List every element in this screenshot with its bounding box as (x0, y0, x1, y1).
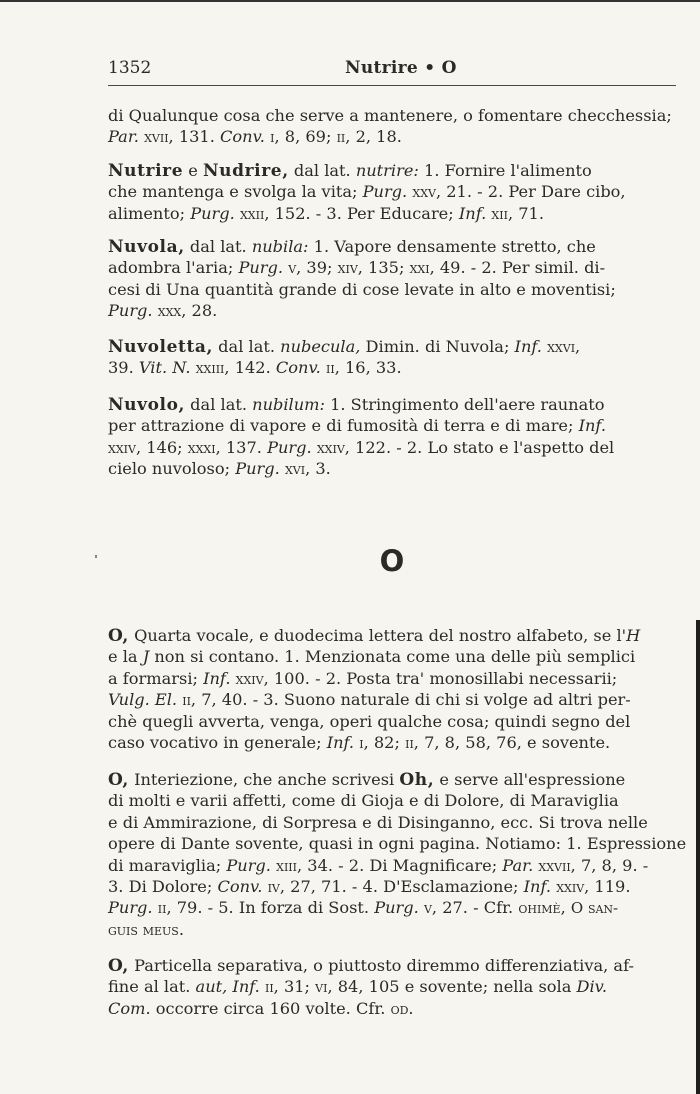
entry-line: per attrazione di vapore e di fumosità di terra e di mare; Inf. (108, 416, 606, 436)
page-edge-shadow (696, 620, 700, 1094)
entry-line: caso vocativo in generale; Inf. i, 82; ii, 7, 8, 58, 76, e sovente. (108, 732, 611, 752)
entry-line: e la J non si contano. 1. Menzionata come una delle più semplici (108, 647, 636, 667)
entry-line: alimento; Purg. xxii, 152. - 3. Per Educare; Inf. xii, 71. (108, 203, 544, 223)
entry-line: chè quegli avverta, venga, operi qualche cosa; quindi segno del (108, 711, 631, 731)
entry-line: 3. Di Dolore; Conv. iv, 27, 71. - 4. D'Esclamazione; Inf. xxiv, 119. (108, 876, 631, 896)
entry-line: fine al lat. aut, Inf. ii, 31; vi, 84, 105 e sovente; nella sola Div. (108, 977, 608, 997)
entry-line: O, Quarta vocale, e duodecima lettera del nostro alfabeto, se l'H (108, 626, 641, 646)
entry-line: O, Interiezione, che anche scrivesi Oh, e serve all'espressione (108, 770, 626, 790)
headword: O, (108, 956, 129, 976)
entry-line: e di Ammirazione, di Sorpresa e di Disinganno, ecc. Si trova nelle (108, 812, 648, 832)
entry-line: cielo nuvoloso; Purg. xvi, 3. (108, 459, 331, 479)
entry-line: Com. occorre circa 160 volte. Cfr. od. (108, 998, 414, 1018)
entry-line: guis meus. (108, 919, 184, 939)
entry-o-particle (108, 955, 676, 1019)
entry-line: di maraviglia; Purg. xiii, 34. - 2. Di Magnificare; Par. xxvii, 7, 8, 9. - (108, 855, 649, 875)
header-rule (108, 85, 676, 86)
entry-line: Nuvolo, dal lat. nubilum: 1. Stringimento dell'aere raunato (108, 395, 605, 415)
headword: Nuvolo, (108, 395, 186, 415)
entry-line: xxiv, 146; xxxi, 137. Purg. xxiv, 122. - 2. Lo stato e l'aspetto del (108, 437, 615, 457)
entry-line: Nuvola, dal lat. nubila: 1. Vapore densamente stretto, che (108, 237, 596, 257)
headword: Nudrire, (203, 161, 289, 181)
page-edge-shadow-top (0, 0, 700, 10)
headword: Nuvola, (108, 237, 185, 257)
entry-line: Nuvoletta, dal lat. nubecula, Dimin. di Nuvola; Inf. xxvi, (108, 337, 581, 357)
page-number: 1352 (108, 58, 152, 78)
headword: Nutrire (108, 161, 184, 181)
entry-line: di molti e varii affetti, come di Gioja e di Dolore, di Maraviglia (108, 791, 619, 811)
entry-nuvola (108, 236, 676, 322)
entry-nutrire (108, 160, 676, 224)
entry-line: Vulg. El. ii, 7, 40. - 3. Suono naturale di chi si volge ad altri per- (108, 690, 631, 710)
entry-line: adombra l'aria; Purg. v, 39; xiv, 135; xxi, 49. - 2. Per simil. di- (108, 258, 606, 278)
entry-line: a formarsi; Inf. xxiv, 100. - 2. Posta tra' monosillabi necessarii; (108, 668, 618, 688)
headword: O, (108, 770, 129, 790)
entry-line: opere di Dante sovente, quasi in ogni pagina. Notiamo: 1. Espressione (108, 834, 687, 854)
entry-line: di Qualunque cosa che serve a mantenere, o fomentare checchessia; (108, 106, 672, 125)
entry-line: che mantenga e svolga la vita; Purg. xxv, 21. - 2. Per Dare cibo, (108, 182, 626, 202)
page-header (108, 58, 676, 88)
entry-line: Purg. xxx, 28. (108, 301, 218, 321)
entry-o-interjection (108, 769, 687, 940)
entry-line: Par. xvii, 131. Conv. i, 8, 69; ii, 2, 18. (108, 127, 402, 147)
entry-o-vowel (108, 625, 676, 753)
entry-line: Purg. ii, 79. - 5. In forza di Sost. Purg. v, 27. - Cfr. ohimè, O san- (108, 898, 619, 918)
entry-line: O, Particella separativa, o piuttosto diremmo differenziativa, af- (108, 956, 634, 976)
entry-nuvolo (108, 394, 676, 480)
paper-speck (95, 555, 97, 558)
entry-line: Nutrire e Nudrire, dal lat. nutrire: 1. Fornire l'alimento (108, 161, 592, 181)
headword: O, (108, 626, 129, 646)
headword: Oh, (399, 770, 435, 790)
entry-line: cesi di Una quantità grande di cose levate in alto e moventisi; (108, 279, 616, 299)
running-title: Nutrire • O (345, 58, 457, 78)
section-letter: O (379, 544, 405, 578)
headword: Nuvoletta, (108, 337, 214, 357)
entry-nutrimento-continuation (108, 105, 676, 148)
entry-nuvoletta (108, 336, 676, 379)
entry-line: 39. Vit. N. xxiii, 142. Conv. ii, 16, 33. (108, 358, 402, 378)
